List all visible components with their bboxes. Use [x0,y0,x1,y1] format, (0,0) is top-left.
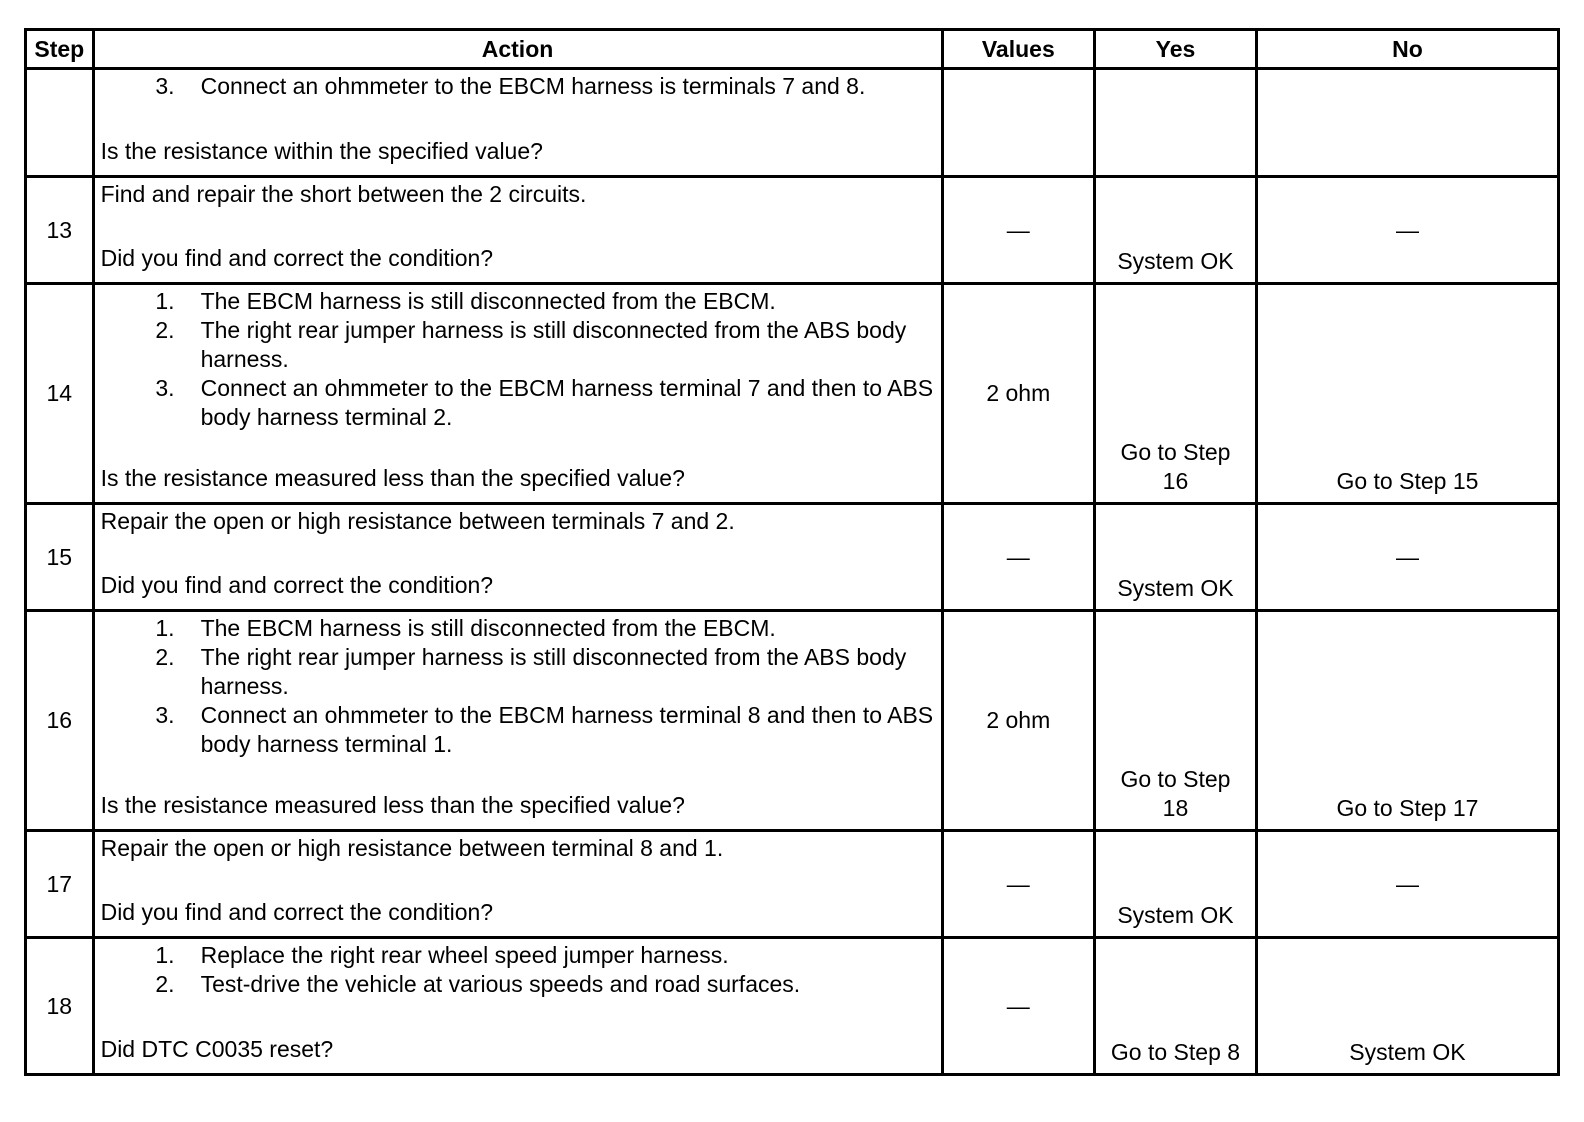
action-step-list [101,941,937,999]
action-step-item [101,72,937,101]
action-step-text: Connect an ohmmeter to the EBCM harness terminal 7 and then to ABS body harness terminal 2. [200,375,934,430]
step-number: 17 [26,831,94,938]
value-cell: — [942,177,1095,284]
action-step-item [101,701,937,759]
value-cell: — [942,504,1095,611]
step-number [26,69,94,177]
action-step-item [101,316,937,374]
action-cell [93,611,942,831]
value-cell: 2 ohm [942,284,1095,504]
action-instruction: Find and repair the short between the 2 circuits. [100,181,587,207]
action-question: Is the resistance within the specified value? [100,138,543,164]
header-values: Values [942,30,1095,69]
action-step-item [101,614,937,643]
no-outcome: Go to Step 17 [1256,611,1558,831]
action-step-text: The EBCM harness is still disconnected from the EBCM. [200,615,776,641]
step-number: 15 [26,504,94,611]
action-step-item [101,941,937,970]
action-step-number: 3. [155,73,175,99]
action-cell [93,69,942,177]
yes-outcome: Go to Step 16 [1095,284,1257,504]
action-step-item [101,970,937,999]
action-question: Did you find and correct the condition? [100,572,494,598]
action-question: Did you find and correct the condition? [100,899,494,925]
yes-outcome: System OK [1095,177,1257,284]
header-step: Step [26,30,94,69]
action-step-item [101,287,937,316]
value-cell: — [942,938,1095,1075]
header-yes: Yes [1095,30,1257,69]
action-step-text: Connect an ohmmeter to the EBCM harness is terminals 7 and 8. [200,73,866,99]
table-body [26,69,1559,1075]
action-step-list [101,72,937,101]
action-step-item [101,643,937,701]
step-number: 13 [26,177,94,284]
yes-outcome: Go to Step 18 [1095,611,1257,831]
yes-outcome: System OK [1095,504,1257,611]
action-step-number: 2. [155,971,175,997]
diagnostic-table [24,28,1560,1076]
table-row [26,177,1559,284]
no-outcome: — [1256,504,1558,611]
diagnostic-table-container [24,28,1560,1076]
value-cell [942,69,1095,177]
table-row [26,284,1559,504]
header-action: Action [93,30,942,69]
table-row [26,69,1559,177]
yes-outcome: System OK [1095,831,1257,938]
action-step-number: 3. [155,375,175,401]
action-step-list [101,287,937,432]
table-row [26,938,1559,1075]
action-question: Is the resistance measured less than the specified value? [100,465,685,491]
action-step-text: Replace the right rear wheel speed jumper harness. [200,942,729,968]
action-question: Did you find and correct the condition? [100,245,494,271]
action-step-text: The EBCM harness is still disconnected from the EBCM. [200,288,776,314]
action-step-number: 2. [155,644,175,670]
action-step-number: 1. [155,288,175,314]
action-cell [93,831,942,938]
action-step-text: The right rear jumper harness is still disconnected from the ABS body harness. [200,317,907,372]
header-no: No [1256,30,1558,69]
action-question: Did DTC C0035 reset? [100,1036,334,1062]
table-row [26,504,1559,611]
header-row [26,30,1559,69]
action-instruction: Repair the open or high resistance between terminals 7 and 2. [100,508,735,534]
step-number: 18 [26,938,94,1075]
step-number: 16 [26,611,94,831]
action-cell [93,504,942,611]
value-cell: — [942,831,1095,938]
no-outcome: Go to Step 15 [1256,284,1558,504]
no-outcome [1256,69,1558,177]
action-step-text: The right rear jumper harness is still disconnected from the ABS body harness. [200,644,907,699]
table-row [26,831,1559,938]
action-step-text: Connect an ohmmeter to the EBCM harness terminal 8 and then to ABS body harness terminal 1. [200,702,934,757]
action-instruction: Repair the open or high resistance between terminal 8 and 1. [100,835,724,861]
yes-outcome [1095,69,1257,177]
step-number: 14 [26,284,94,504]
action-step-list [101,614,937,759]
action-cell [93,284,942,504]
action-step-number: 1. [155,615,175,641]
action-cell [93,177,942,284]
no-outcome: — [1256,831,1558,938]
table-row [26,611,1559,831]
action-cell [93,938,942,1075]
no-outcome: — [1256,177,1558,284]
action-step-item [101,374,937,432]
value-cell: 2 ohm [942,611,1095,831]
action-step-number: 2. [155,317,175,343]
action-step-number: 1. [155,942,175,968]
action-step-text: Test-drive the vehicle at various speeds and road surfaces. [200,971,801,997]
yes-outcome: Go to Step 8 [1095,938,1257,1075]
no-outcome: System OK [1256,938,1558,1075]
action-question: Is the resistance measured less than the specified value? [100,792,685,818]
action-step-number: 3. [155,702,175,728]
